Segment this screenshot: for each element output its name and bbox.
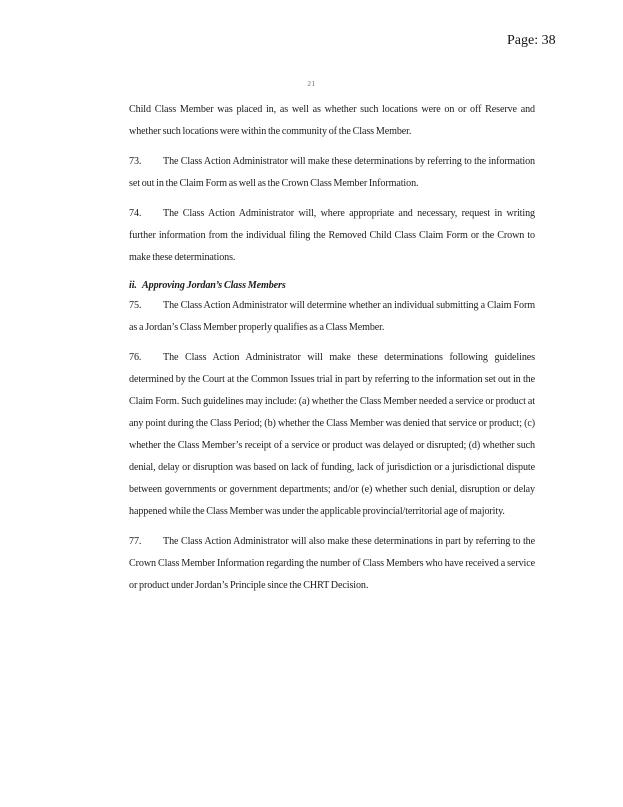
- paragraph-text: The Class Action Administrator will, where appropriate and necessary, request in writing further information from the individual filing the Removed Child Class Claim Form or the Crown to make these determinations.: [129, 208, 535, 263]
- section-heading-text: Approving Jordan’s Class Members: [142, 280, 286, 291]
- paragraph-text: The Class Action Administrator will also make these determinations in part by referring to the Crown Class Member Information regarding the number of Class Members who have received a service or product under Jordan’s Principle since the CHRT Decision.: [129, 536, 535, 591]
- folio-page-number: 21: [307, 79, 316, 88]
- paragraph-text: The Class Action Administrator will determine whether an individual submitting a Claim Form as a Jordan’s Class Member properly qualifies as a Class Member.: [129, 300, 535, 333]
- paragraph-continuation: [129, 99, 535, 143]
- paragraph-74: [129, 203, 535, 269]
- paragraph-number: 75.: [129, 300, 142, 311]
- paragraph-text: The Class Action Administrator will make these determinations following guidelines determined by the Court at the Common Issues trial in part by referring to the information set out in the Claim Form. Such guidelines may include: (a) whether the Class Member needed a service or product at any point during the Class Period; (b) whether the Class Member was denied that service or product; (c) whether the Class Member’s receipt of a service or product was delayed or disrupted; (d) whether such denial, delay or disruption was based on lack of funding, lack of jurisdiction or a jurisdictional dispute between governments or government departments; and/or (e) whether such denial, disruption or delay happened while the Class Member was under the applicable provincial/territorial age of majority.: [129, 352, 535, 517]
- paragraph-text: The Class Action Administrator will make these determinations by referring to the information set out in the Claim Form as well as the Crown Class Member Information.: [129, 156, 535, 189]
- paragraph-number: 77.: [129, 536, 142, 547]
- section-heading-number: ii.: [129, 280, 137, 291]
- paragraph-number: 74.: [129, 208, 142, 219]
- document-body: [129, 99, 535, 605]
- paragraph-76: [129, 347, 535, 523]
- paragraph-77: [129, 531, 535, 597]
- paragraph-75: [129, 295, 535, 339]
- page-stamp-label: Page: 38: [507, 33, 556, 48]
- paragraph-text: Child Class Member was placed in, as well as whether such locations were on or off Reserve and whether such locations were within the community of the Class Member.: [129, 104, 535, 137]
- section-heading: [129, 277, 535, 295]
- paragraph-73: [129, 151, 535, 195]
- paragraph-number: 73.: [129, 156, 142, 167]
- paragraph-number: 76.: [129, 352, 142, 363]
